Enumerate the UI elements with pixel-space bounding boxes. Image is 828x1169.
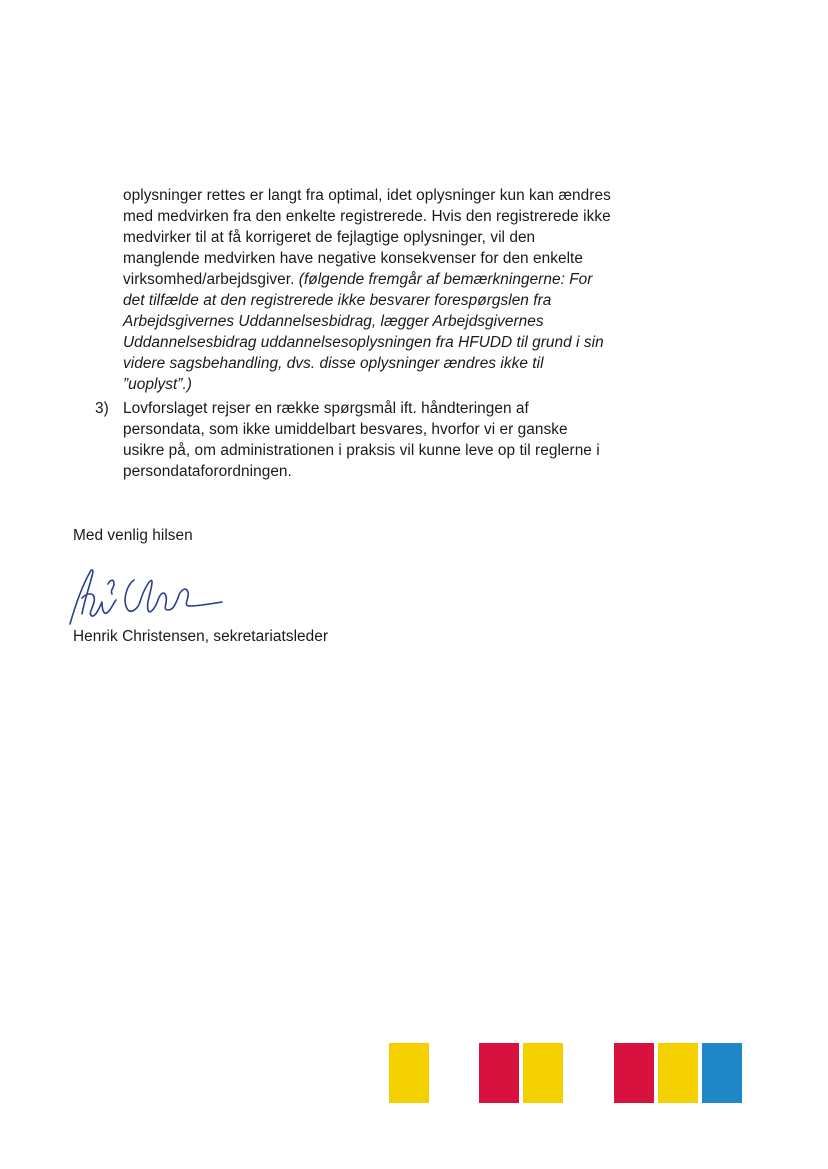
remark-quote-line: Arbejdsgivernes Uddannelsesbidrag, lægger Arbejdsgivernes — [123, 313, 544, 330]
yellow-block — [389, 1043, 429, 1103]
paragraph-line: oplysninger rettes er langt fra optimal, idet oplysninger kun kan ændres — [123, 187, 611, 204]
list-item-line: Lovforslaget rejser en række spørgsmål ift. håndteringen af — [123, 400, 529, 417]
list-item-line: persondataforordningen. — [123, 463, 292, 480]
remark-quote-start: (følgende fremgår af bemærkningerne: For — [298, 271, 593, 288]
signer-name: Henrik Christensen, sekretariatsleder — [73, 628, 329, 645]
blue-block — [702, 1043, 742, 1103]
list-number: 3) — [95, 400, 109, 417]
remark-quote-line: ”uoplyst”.) — [123, 376, 192, 393]
color-block-logo-icon — [389, 1043, 744, 1103]
yellow-block — [658, 1043, 698, 1103]
paragraph-line-mixed — [123, 269, 613, 290]
paragraph-line: med medvirken fra den enkelte registrerede. Hvis den registrerede ikke — [123, 208, 611, 225]
continued-paragraph — [123, 185, 613, 395]
yellow-block — [523, 1043, 563, 1103]
red-block — [614, 1043, 654, 1103]
remark-quote-line: videre sagsbehandling, dvs. disse oplysninger ændres ikke til — [123, 355, 544, 372]
paragraph-text: virksomhed/arbejdsgiver. — [123, 271, 299, 288]
paragraph-line: medvirker til at få korrigeret de fejlagtige oplysninger, vil den — [123, 229, 536, 246]
list-item-line: persondata, som ikke umiddelbart besvares, hvorfor vi er ganske — [123, 421, 568, 438]
paragraph-line: manglende medvirken have negative konsekvenser for den enkelte — [123, 250, 583, 267]
remark-quote-line: det tilfælde at den registrerede ikke besvarer forespørgslen fra — [123, 292, 552, 309]
handwritten-signature-icon — [62, 562, 227, 632]
red-block — [479, 1043, 519, 1103]
closing-salutation: Med venlig hilsen — [73, 527, 193, 544]
remark-quote-line: Uddannelsesbidrag uddannelsesoplysningen fra HFUDD til grund i sin — [123, 334, 604, 351]
list-item-line: usikre på, om administrationen i praksis vil kunne leve op til reglerne i — [123, 442, 600, 459]
list-item-body — [123, 398, 613, 482]
